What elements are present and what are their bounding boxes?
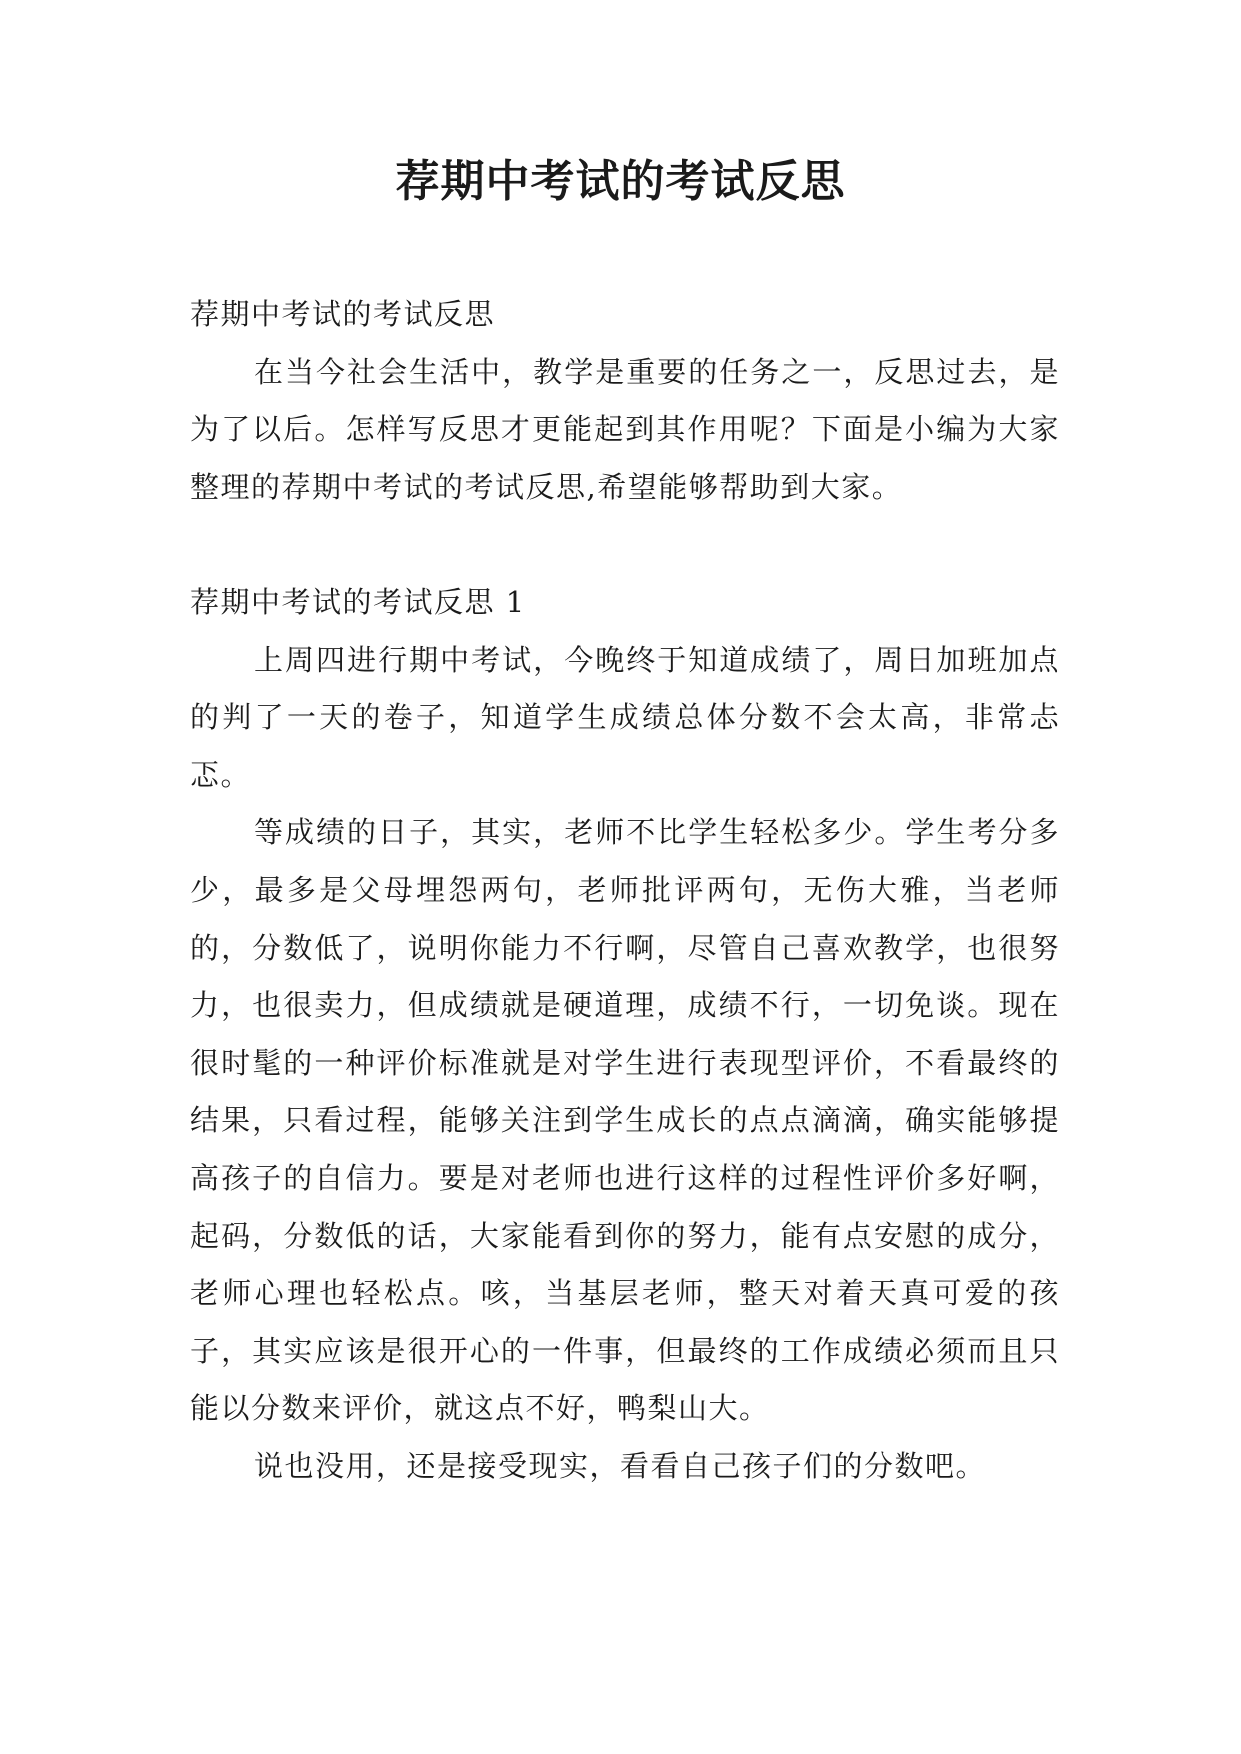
section-spacer: [190, 516, 1060, 574]
document-body: [190, 286, 1060, 1495]
intro-paragraph: 在当今社会生活中，教学是重要的任务之一，反思过去，是为了以后。怎样写反思才更能起到其作用呢？下面是小编为大家整理的荐期中考试的考试反思,希望能够帮助到大家。: [190, 354, 1060, 504]
document-title: 荐期中考试的考试反思: [395, 156, 846, 207]
section-1-heading: 荐期中考试的考试反思 1: [190, 584, 526, 619]
intro-heading: 荐期中考试的考试反思: [190, 297, 496, 331]
section-1-paragraph-1: 上周四进行期中考试，今晚终于知道成绩了，周日加班加点的判了一天的卷子，知道学生成绩总体分数不会太高，非常忐忑。: [190, 642, 1060, 792]
section-1-paragraph-2: 等成绩的日子，其实，老师不比学生轻松多少。学生考分多少，最多是父母埋怨两句，老师批评两句，无伤大雅，当老师的，分数低了，说明你能力不行啊，尽管自己喜欢教学，也很努力，也很卖力，但成绩就是硬道理，成绩不行，一切免谈。现在很时髦的一种评价标准就是对学生进行表现型评价，不看最终的结果，只看过程，能够关注到学生成长的点点滴滴，确实能够提高孩子的自信力。要是对老师也进行这样的过程性评价多好啊，起码，分数低的话，大家能看到你的努力，能有点安慰的成分，老师心理也轻松点。咳，当基层老师，整天对着天真可爱的孩子，其实应该是很开心的一件事，但最终的工作成绩必须而且只能以分数来评价，就这点不好，鸭梨山大。: [190, 815, 1060, 1426]
section-1-paragraph-3: 说也没用，还是接受现实，看看自己孩子们的分数吧。: [254, 1448, 987, 1483]
